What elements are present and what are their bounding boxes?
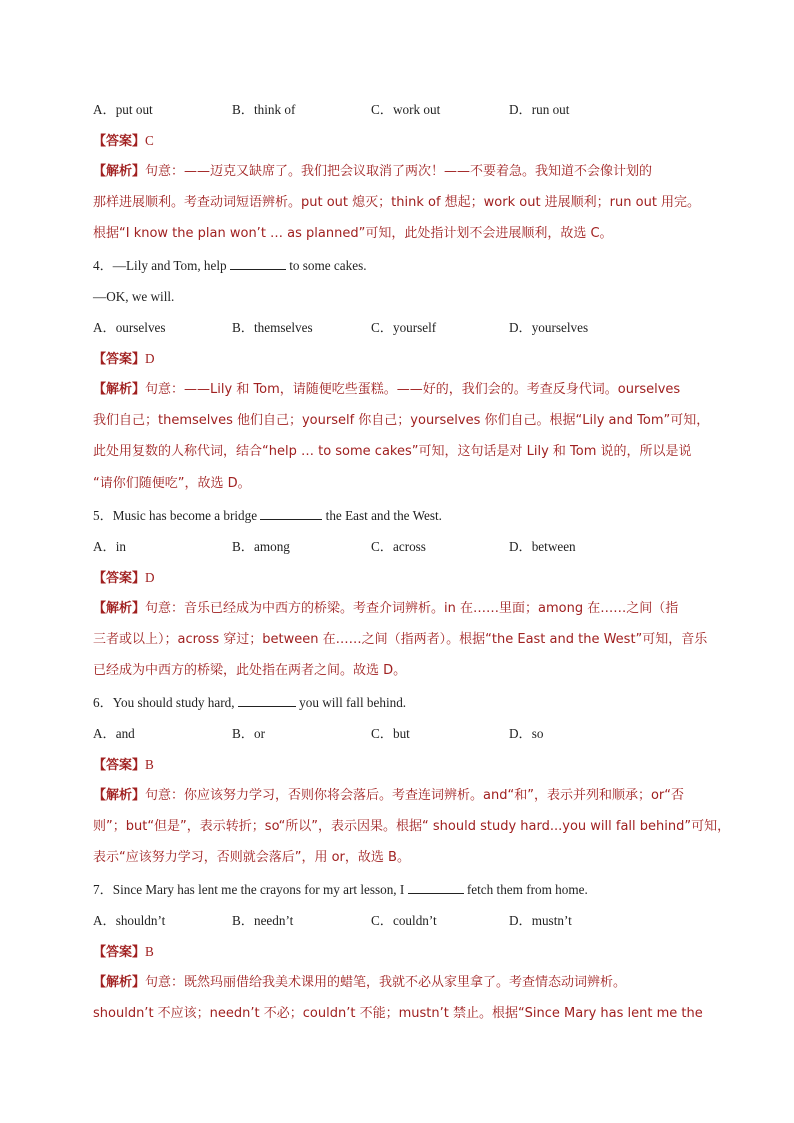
q7-option-d: D．mustn’t [509,913,572,928]
q5-explanation-line-2: 三者或以上）；across 穿过；between 在……之间（指两者）。根据“the East and the West”可知，音乐 [93,632,708,647]
explanation-label: 【解析】 [93,975,146,990]
answer-blank [238,694,296,707]
q4-option-a: A．ourselves [93,320,166,335]
q3-answer [93,132,154,151]
q7-option-a: A．shouldn’t [93,913,166,928]
q6-option-b: B．or [232,726,265,741]
q6-explanation-line-1: 【解析】句意：你应该努力学习，否则你将会落后。考查连词辨析。and“和”，表示并列和顺承；or“否 [93,788,684,803]
q3-option-b: B．think of [232,102,296,117]
q3-option-a: A．put out [93,102,153,117]
q6-explanation-line-3: 表示“应该努力学习，否则就会落后”，用 or，故选 B。 [93,850,410,865]
q5-option-a: A．in [93,539,126,554]
q3-option-c: C．work out [371,102,441,117]
q4-explanation-line-3: 此处用复数的人称代词，结合“help … to some cakes”可知，这句话是对 Lily 和 Tom 说的，所以是说 [93,444,692,459]
answer-value: C [145,133,154,148]
answer-label: 【答案】 [93,352,146,367]
q6-explanation-line-2: 则”；but“但是”，表示转折；so“所以”，表示因果。根据“ should study hard...you will fall behind”可知， [93,819,731,834]
answer-label: 【答案】 [93,134,146,149]
q4-option-c: C．yourself [371,320,437,335]
q5-explanation-line-3: 已经成为中西方的桥梁，此处指在两者之间。故选 D。 [93,663,407,678]
q7-explanation-line-2: shouldn’t 不应该；needn’t 不必；couldn’t 不能；mustn’t 禁止。根据“Since Mary has lent me the [93,1006,703,1021]
answer-blank [230,257,286,270]
q7-option-b: B．needn’t [232,913,294,928]
q6-stem: 6．You should study hard, you will fall behind. [93,695,407,710]
q3-explanation-line-3: 根据“I know the plan won’t … as planned”可知，此处指计划不会进展顺利，故选 C。 [93,226,613,241]
q7-answer [93,943,154,962]
answer-value: B [145,944,154,959]
answer-blank [260,507,322,520]
answer-label: 【答案】 [93,571,146,586]
q7-option-c: C．couldn’t [371,913,437,928]
q5-explanation-line-1: 【解析】句意：音乐已经成为中西方的桥梁。考查介词辨析。in 在……里面；among 在……之间（指 [93,601,679,616]
answer-label: 【答案】 [93,758,146,773]
answer-value: D [145,351,155,366]
q5-answer [93,569,155,588]
q5-option-c: C．across [371,539,426,554]
q3-explanation-line-2: 那样进展顺利。考查动词短语辨析。put out 熄灭；think of 想起；work out 进展顺利；run out 用完。 [93,195,701,210]
explanation-label: 【解析】 [93,788,146,803]
q6-option-c: C．but [371,726,410,741]
q4-option-d: D．yourselves [509,320,589,335]
answer-value: D [145,570,155,585]
q4-stem-2: —OK, we will. [93,289,175,304]
q5-option-b: B．among [232,539,290,554]
q3-explanation-line-1: 【解析】句意：——迈克又缺席了。我们把会议取消了两次！——不要着急。我知道不会像计划的 [93,164,653,179]
q4-explanation-line-2: 我们自己；themselves 他们自己；yourself 你自己；yourselves 你们自己。根据“Lily and Tom”可知， [93,413,710,428]
q6-option-a: A．and [93,726,135,741]
q4-explanation-line-4: “请你们随便吃”，故选 D。 [93,476,251,491]
explanation-label: 【解析】 [93,601,146,616]
answer-blank [408,881,464,894]
q6-option-d: D．so [509,726,544,741]
q5-stem: 5．Music has become a bridge the East and the West. [93,508,442,523]
explanation-label: 【解析】 [93,382,146,397]
q5-option-d: D．between [509,539,576,554]
answer-label: 【答案】 [93,945,146,960]
q4-answer [93,350,155,369]
q4-option-b: B．themselves [232,320,313,335]
q7-explanation-line-1: 【解析】句意：既然玛丽借给我美术课用的蜡笔，我就不必从家里拿了。考查情态动词辨析。 [93,975,627,990]
q7-stem: 7．Since Mary has lent me the crayons for my art lesson, I fetch them from home. [93,882,588,897]
q6-answer [93,756,154,775]
explanation-label: 【解析】 [93,164,146,179]
q4-explanation-line-1: 【解析】句意：——Lily 和 Tom，请随便吃些蛋糕。——好的，我们会的。考查反身代词。ourselves [93,382,681,397]
answer-value: B [145,757,154,772]
q3-option-d: D．run out [509,102,570,117]
q4-stem: 4．—Lily and Tom, help to some cakes. [93,258,367,273]
